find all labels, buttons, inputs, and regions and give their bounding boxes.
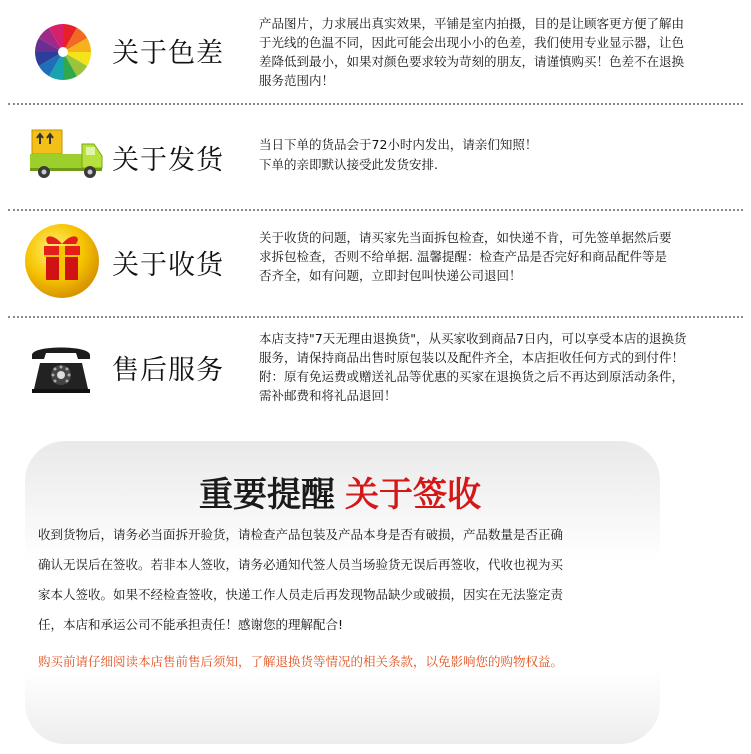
section-title: 关于收货 <box>112 250 224 281</box>
divider <box>8 316 743 318</box>
section-text <box>259 14 739 90</box>
notice-title-main: 重要提醒 <box>199 475 335 515</box>
text-line: 关于收货的问题，请买家先当面拆包检查，如快递不肯，可先签单据然后要 <box>259 230 672 245</box>
notice-body <box>38 520 638 640</box>
text-line: 服务，请保持商品出售时原包装以及配件齐全，本店拒收任何方式的到付件！ <box>259 350 685 365</box>
notice-line: 任，本店和承运公司不能承担责任！感谢您的理解配合! <box>38 617 344 632</box>
text-line: 需补邮费和将礼品退回！ <box>259 388 397 403</box>
text-line: 附：原有免运费或赠送礼品等优惠的买家在退换货之后不再达到原活动条件， <box>259 369 685 384</box>
text-line: 求拆包检查，否则不给单据. 温馨提醒：检查产品是否完好和商品配件等是 <box>259 249 667 264</box>
notice-title <box>0 467 680 516</box>
text-line: 否齐全，如有问题，立即封包叫快递公司退回！ <box>259 268 522 283</box>
section-title: 关于色差 <box>112 38 224 69</box>
text-line: 本店支持"7天无理由退换货"，从买家收到商品7日内，可以享受本店的退换货 <box>259 331 687 346</box>
notice-title-sub: 关于签收 <box>345 475 481 515</box>
notice-line: 收到货物后，请务必当面拆开验货，请检查产品包装及产品本身是否有破损，产品数量是否正确 <box>38 527 564 542</box>
notice-warning: 购买前请仔细阅读本店售前售后须知，了解退换货等情况的相关条款，以免影响您的购物权益。 <box>38 654 564 669</box>
notice-line: 确认无误后在签收。若非本人签收，请务必通知代签人员当场验货无误后再签收，代收也视为买 <box>38 557 564 572</box>
section-text <box>259 329 739 405</box>
color-wheel-icon <box>34 23 92 81</box>
text-line: 于光线的色温不同，因此可能会出现小小的色差，我们使用专业显示器，让色 <box>259 35 685 50</box>
section-title: 售后服务 <box>112 355 224 386</box>
gift-box-icon <box>22 222 102 300</box>
text-line: 差降低到最小，如果对颜色要求较为苛刻的朋友，请谨慎购买！色差不在退换 <box>259 54 685 69</box>
text-line: 当日下单的货品会于72小时内发出，请亲们知照！ <box>259 137 538 152</box>
notice-line: 家本人签收。如果不经检查签收，快递工作人员走后再发现物品缺少或破损，因实在无法鉴定责 <box>38 587 564 602</box>
divider <box>8 103 743 105</box>
delivery-truck-icon <box>28 126 104 180</box>
telephone-icon <box>26 341 96 395</box>
text-line: 服务范围内！ <box>259 73 335 88</box>
divider <box>8 209 743 211</box>
text-line: 产品图片，力求展出真实效果，平铺是室内拍摄，目的是让顾客更方便了解由 <box>259 16 685 31</box>
section-title: 关于发货 <box>112 145 224 176</box>
text-line: 下单的亲即默认接受此发货安排. <box>259 157 438 172</box>
section-text <box>259 135 739 175</box>
section-text <box>259 228 739 285</box>
